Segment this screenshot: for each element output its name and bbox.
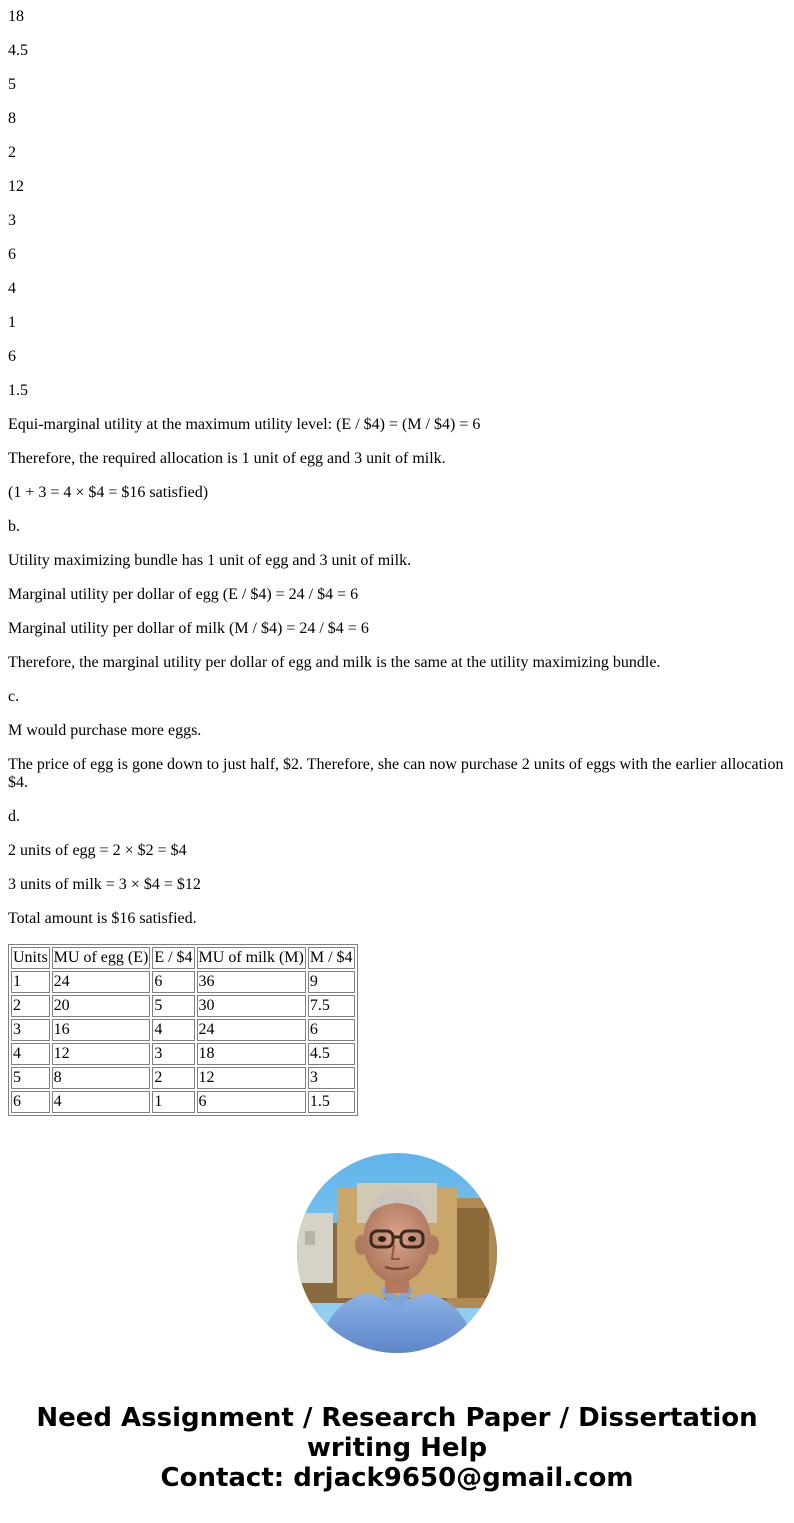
table-row <box>11 1091 355 1113</box>
part-b-bundle-text: Utility maximizing bundle has 1 unit of egg and 3 unit of milk. <box>8 552 412 569</box>
part-d-milk-text: 3 units of milk = 3 × $4 = $12 <box>8 876 201 893</box>
table-cell: 36 <box>197 971 306 993</box>
table-cell: 12 <box>197 1067 306 1089</box>
value-line: 1 <box>8 314 16 331</box>
table-cell: 3 <box>308 1067 355 1089</box>
promo-contact: Contact: drjack9650@gmail.com <box>160 1463 634 1493</box>
table-cell: 5 <box>11 1067 50 1089</box>
table-cell: 4 <box>52 1091 151 1113</box>
table-cell: 1 <box>11 971 50 993</box>
person-portrait-icon <box>297 1153 497 1353</box>
table-header-cell: E / $4 <box>152 947 194 969</box>
table-cell: 24 <box>52 971 151 993</box>
value-line: 4 <box>8 280 16 297</box>
part-d-label: d. <box>8 808 20 825</box>
table-cell: 24 <box>197 1019 306 1041</box>
table-cell: 5 <box>152 995 194 1017</box>
table-cell: 7.5 <box>308 995 355 1017</box>
table-cell: 9 <box>308 971 355 993</box>
table-cell: 30 <box>197 995 306 1017</box>
value-line: 4.5 <box>8 42 28 59</box>
table-cell: 3 <box>152 1043 194 1065</box>
promo-line: writing Help <box>306 1433 488 1463</box>
table-cell: 18 <box>197 1043 306 1065</box>
table-row <box>11 995 355 1017</box>
part-b-milk-text: Marginal utility per dollar of milk (M / $4) = 24 / $4 = 6 <box>8 620 369 637</box>
table-header-cell: MU of milk (M) <box>197 947 306 969</box>
table-cell: 4 <box>11 1043 50 1065</box>
value-line: 12 <box>8 178 24 195</box>
value-line: 6 <box>8 246 16 263</box>
table-row <box>11 1067 355 1089</box>
table-cell: 6 <box>197 1091 306 1113</box>
table-cell: 2 <box>152 1067 194 1089</box>
part-c-answer-text: M would purchase more eggs. <box>8 722 202 739</box>
table-row <box>11 971 355 993</box>
part-b-label: b. <box>8 518 20 535</box>
part-c-label: c. <box>8 688 20 705</box>
value-line: 18 <box>8 8 24 25</box>
value-line: 3 <box>8 212 16 229</box>
utility-table <box>8 944 358 1116</box>
table-row <box>11 1019 355 1041</box>
table-cell: 16 <box>52 1019 151 1041</box>
table-header-row <box>11 947 355 969</box>
table-cell: 12 <box>52 1043 151 1065</box>
table-header-cell: Units <box>11 947 50 969</box>
equi-marginal-text: Equi-marginal utility at the maximum utility level: (E / $4) = (M / $4) = 6 <box>8 416 481 433</box>
table-row <box>11 1043 355 1065</box>
part-b-conclusion-text: Therefore, the marginal utility per dollar of egg and milk is the same at the utility maximizing bundle. <box>8 654 661 671</box>
table-cell: 8 <box>52 1067 151 1089</box>
table-cell: 6 <box>308 1019 355 1041</box>
table-cell: 4 <box>152 1019 194 1041</box>
part-d-total-text: Total amount is $16 satisfied. <box>8 910 197 927</box>
value-line: 6 <box>8 348 16 365</box>
budget-check-text: (1 + 3 = 4 × $4 = $16 satisfied) <box>8 484 209 501</box>
answer-content <box>8 0 786 1116</box>
table-header-cell: MU of egg (E) <box>52 947 151 969</box>
value-line: 8 <box>8 110 16 127</box>
table-cell: 1 <box>152 1091 194 1113</box>
allocation-text: Therefore, the required allocation is 1 unit of egg and 3 unit of milk. <box>8 450 446 467</box>
table-cell: 4.5 <box>308 1043 355 1065</box>
table-cell: 1.5 <box>308 1091 355 1113</box>
values-column <box>8 0 786 400</box>
table-cell: 20 <box>52 995 151 1017</box>
value-line: 2 <box>8 144 16 161</box>
value-line: 1.5 <box>8 382 28 399</box>
table-cell: 6 <box>152 971 194 993</box>
table-cell: 2 <box>11 995 50 1017</box>
avatar <box>297 1153 497 1353</box>
table-cell: 6 <box>11 1091 50 1113</box>
promo-line: Need Assignment / Research Paper / Dissertation <box>36 1403 758 1433</box>
table-header-cell: M / $4 <box>308 947 355 969</box>
part-c-reason-text: The price of egg is gone down to just half, $2. Therefore, she can now purchase 2 units of eggs with the earlier allocation $4. <box>8 756 784 791</box>
table-cell: 3 <box>11 1019 50 1041</box>
part-b-egg-text: Marginal utility per dollar of egg (E / $4) = 24 / $4 = 6 <box>8 586 359 603</box>
part-d-egg-text: 2 units of egg = 2 × $2 = $4 <box>8 842 187 859</box>
value-line: 5 <box>8 76 16 93</box>
promo-banner <box>0 1403 794 1493</box>
